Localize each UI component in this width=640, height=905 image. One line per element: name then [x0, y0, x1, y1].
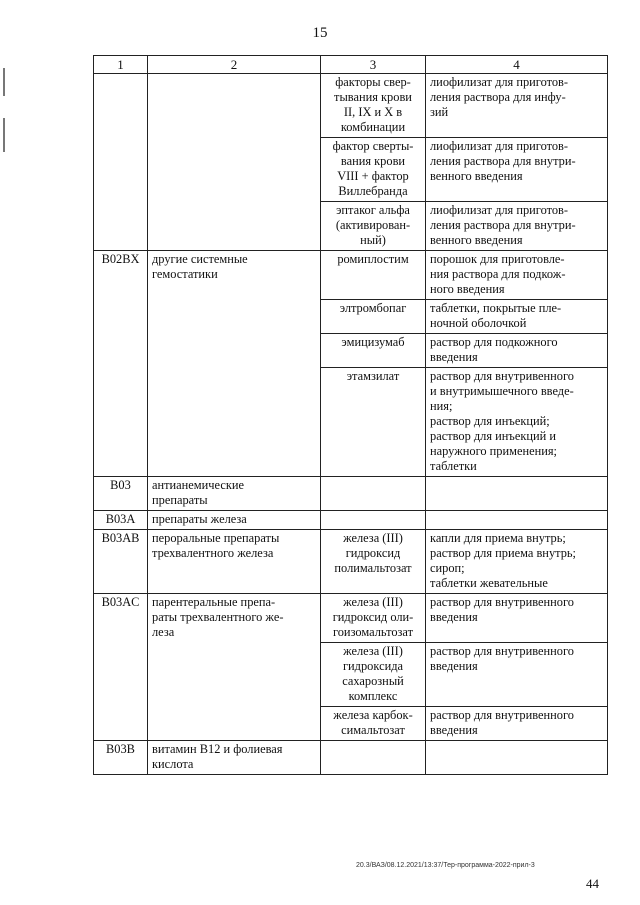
drug-name-cell: фактор сверты- вания крови VIII + фактор Виллебранда	[321, 138, 426, 202]
scan-edge-mark	[3, 118, 5, 152]
group-name-cell: антианемические препараты	[148, 477, 321, 511]
group-name-cell: препараты железа	[148, 511, 321, 530]
table-row	[94, 741, 608, 775]
drug-name-cell	[321, 511, 426, 530]
dosage-form-cell: раствор для внутривенного введения	[426, 707, 608, 741]
page-number-top: 15	[312, 25, 328, 41]
dosage-form-cell	[426, 741, 608, 775]
medication-table	[93, 55, 608, 775]
dosage-form-cell	[426, 477, 608, 511]
dosage-form-cell: раствор для внутривенного и внутримышечного введе- ния; раствор для инъекций; раствор для инъекций и наружного применения; таблетки	[426, 368, 608, 477]
group-name-cell: пероральные препараты трехвалентного железа	[148, 530, 321, 594]
table-row	[94, 74, 608, 138]
table-body	[94, 74, 608, 775]
drug-name-cell: элтромбопаг	[321, 300, 426, 334]
drug-name-cell: этамзилат	[321, 368, 426, 477]
dosage-form-cell	[426, 511, 608, 530]
atc-code-cell: B03AB	[94, 530, 148, 594]
page-number-bottom: 44	[586, 876, 599, 891]
atc-code-cell: B03AC	[94, 594, 148, 741]
table-row	[94, 594, 608, 643]
drug-name-cell: эмицизумаб	[321, 334, 426, 368]
dosage-form-cell: таблетки, покрытые пле- ночной оболочкой	[426, 300, 608, 334]
drug-name-cell: железа (III) гидроксид оли- гоизомальтозат	[321, 594, 426, 643]
column-header-4: 4	[426, 56, 608, 74]
drug-name-cell: железа (III) гидроксида сахарозный комплекс	[321, 643, 426, 707]
group-name-cell: другие системные гемостатики	[148, 251, 321, 477]
group-name-cell: витамин B12 и фолиевая кислота	[148, 741, 321, 775]
column-header-3: 3	[321, 56, 426, 74]
drug-name-cell: факторы свер- тывания крови II, IX и X в комбинации	[321, 74, 426, 138]
dosage-form-cell: порошок для приготовле- ния раствора для подкож- ного введения	[426, 251, 608, 300]
atc-code-cell: B03	[94, 477, 148, 511]
atc-code-cell: B03B	[94, 741, 148, 775]
table-row	[94, 251, 608, 300]
table-header-row	[94, 56, 608, 74]
table-row	[94, 477, 608, 511]
atc-code-cell: B02BX	[94, 251, 148, 477]
drug-name-cell	[321, 477, 426, 511]
document-stamp: 20.3/ВАЗ/08.12.2021/13:37/Тер-программа-2022-прил-3	[356, 862, 535, 869]
dosage-form-cell: лиофилизат для приготов- ления раствора для внутри- венного введения	[426, 202, 608, 251]
table-row	[94, 511, 608, 530]
dosage-form-cell: раствор для подкожного введения	[426, 334, 608, 368]
dosage-form-cell: раствор для внутривенного введения	[426, 643, 608, 707]
scan-edge-mark	[3, 68, 5, 96]
group-name-cell	[148, 74, 321, 251]
group-name-cell: парентеральные препа- раты трехвалентного же- леза	[148, 594, 321, 741]
drug-name-cell: ромиплостим	[321, 251, 426, 300]
column-header-2: 2	[148, 56, 321, 74]
atc-code-cell	[94, 74, 148, 251]
drug-name-cell: железа (III) гидроксид полимальтозат	[321, 530, 426, 594]
table-row	[94, 530, 608, 594]
dosage-form-cell: лиофилизат для приготов- ления раствора для внутри- венного введения	[426, 138, 608, 202]
drug-name-cell	[321, 741, 426, 775]
atc-code-cell: B03A	[94, 511, 148, 530]
drug-name-cell: железа карбок- симальтозат	[321, 707, 426, 741]
drug-name-cell: эптаког альфа (активирован- ный)	[321, 202, 426, 251]
dosage-form-cell: раствор для внутривенного введения	[426, 594, 608, 643]
dosage-form-cell: лиофилизат для приготов- ления раствора для инфу- зий	[426, 74, 608, 138]
dosage-form-cell: капли для приема внутрь; раствор для приема внутрь; сироп; таблетки жевательные	[426, 530, 608, 594]
column-header-1: 1	[94, 56, 148, 74]
